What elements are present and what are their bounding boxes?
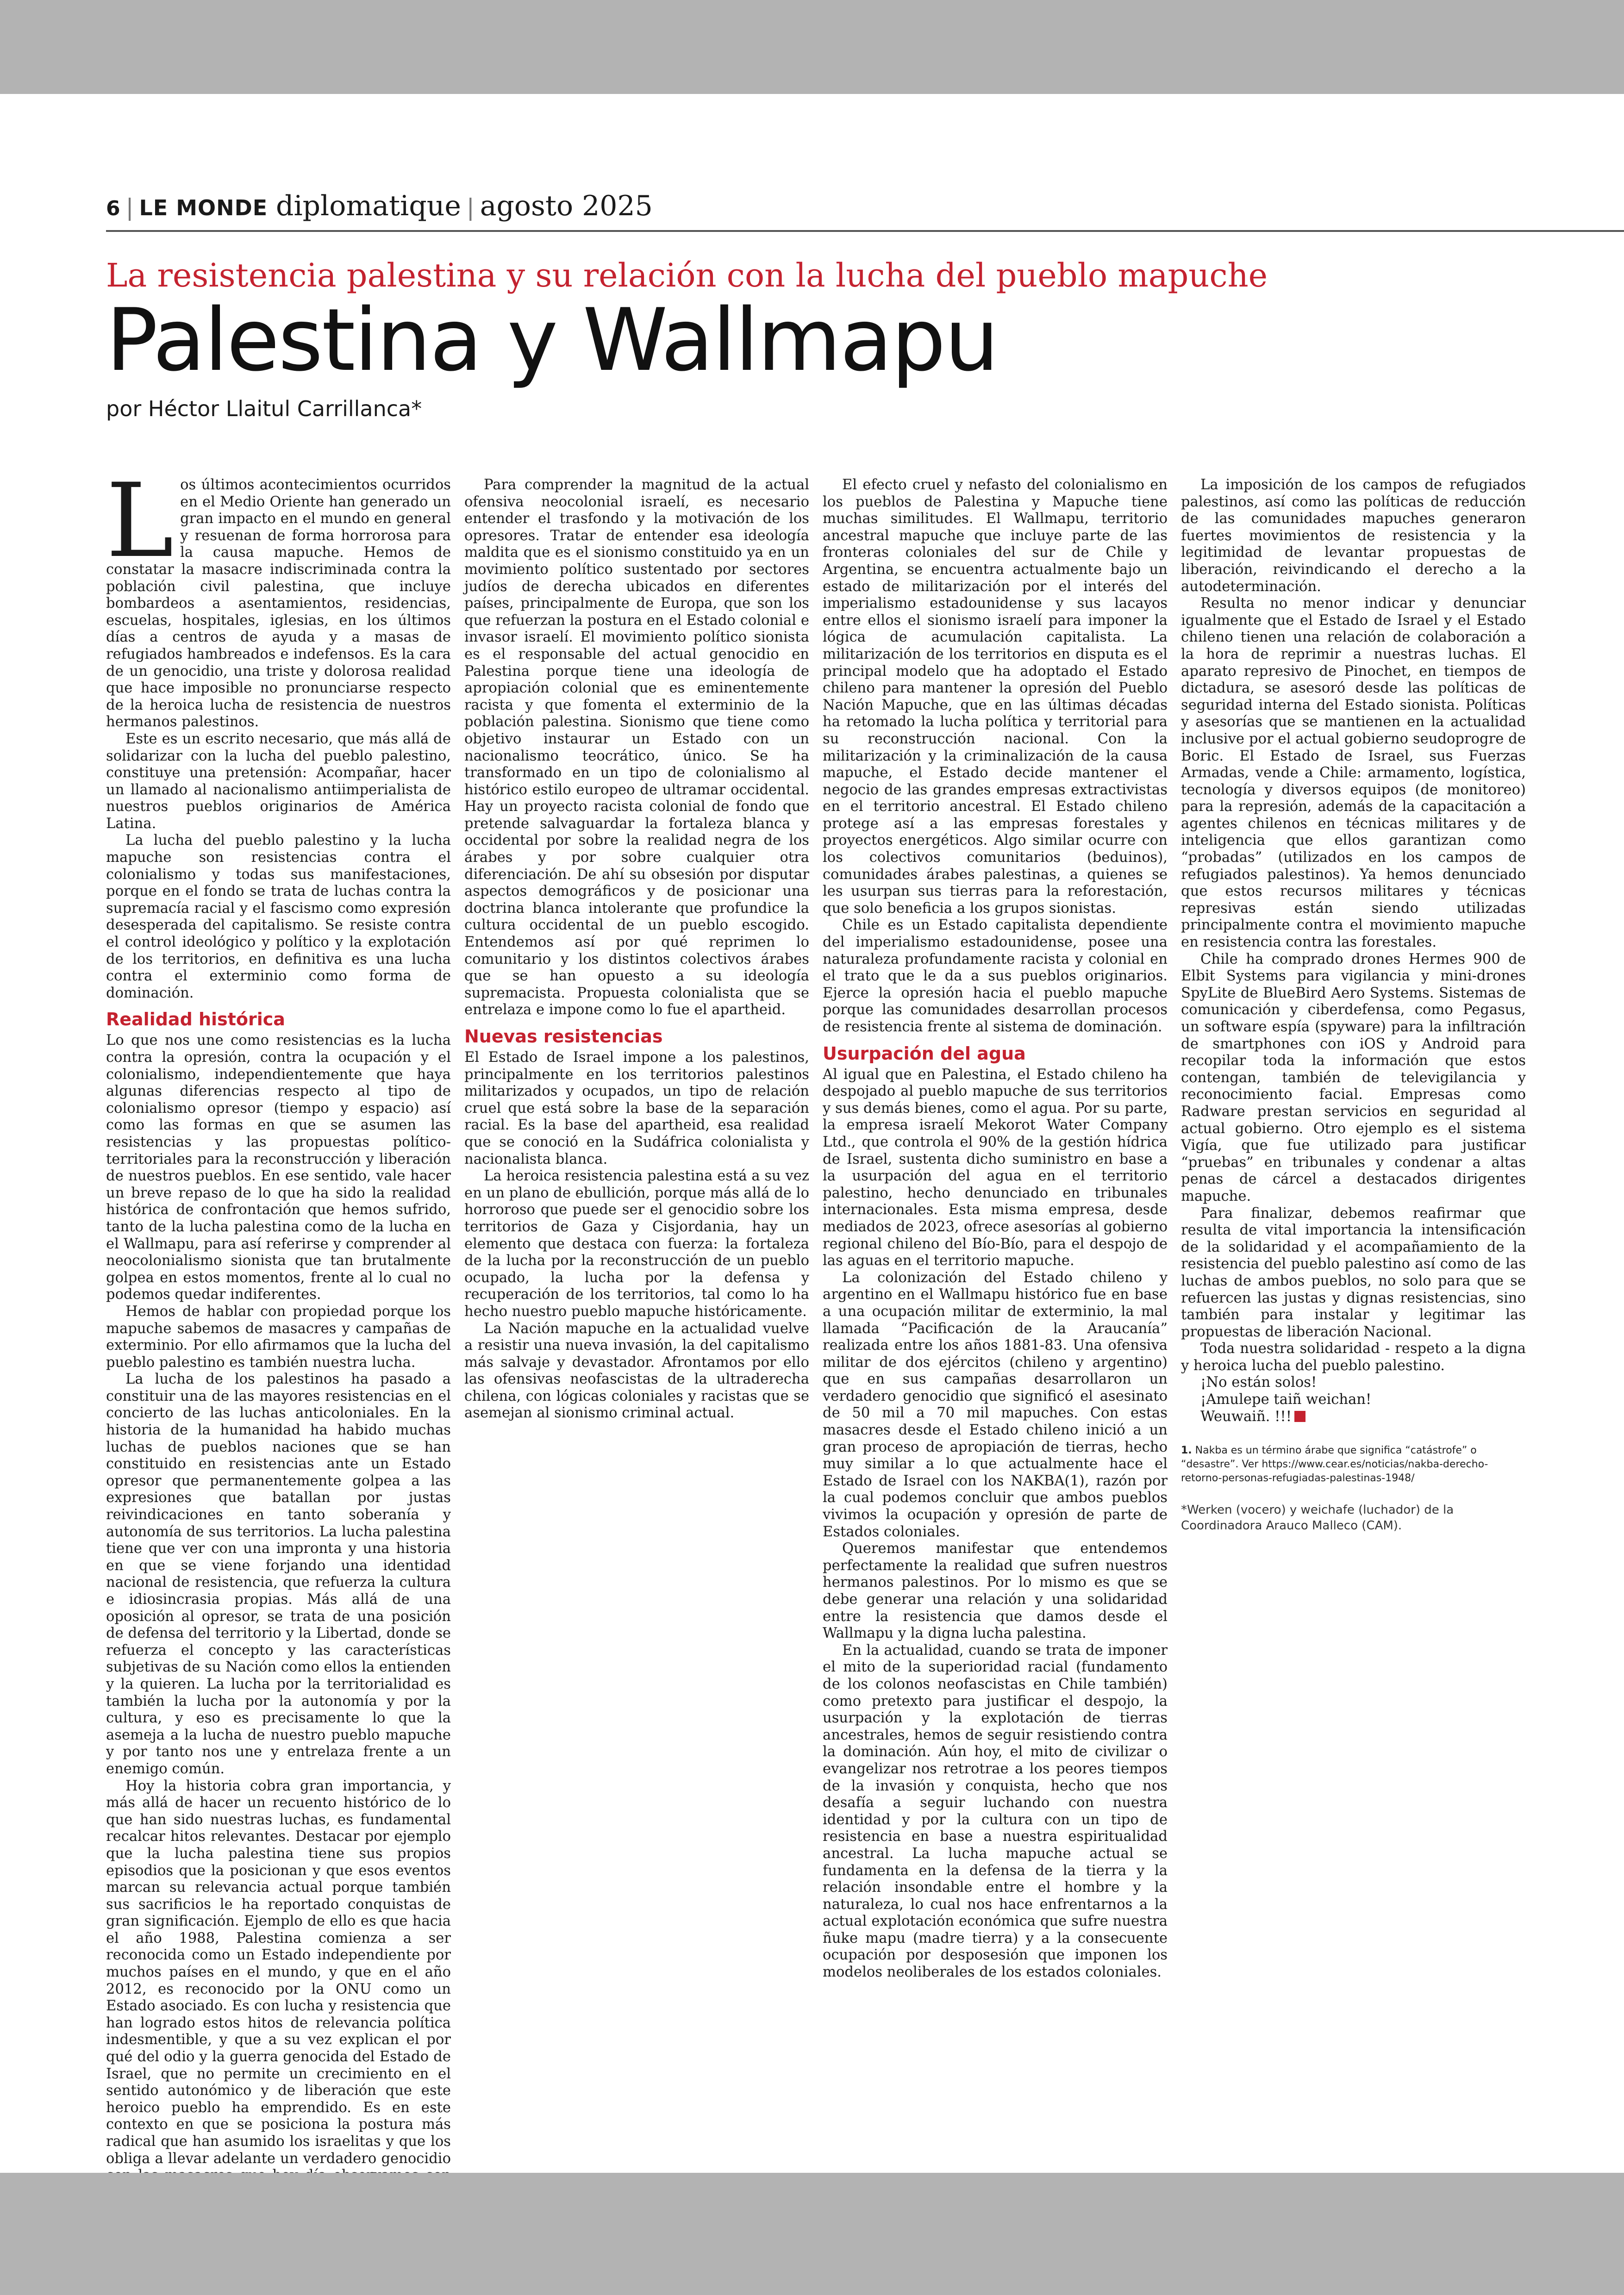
- issue-date: agosto 2025: [480, 190, 653, 222]
- footnote: [1181, 1444, 1526, 1485]
- paragraph: Queremos manifestar que entendemos perfectamente la realidad que sufren nuestros hermanos palestinos. Por lo mismo es que se debe generar una relación y una solidaridad entre la resistencia que damos desde el Wallmapu y la digna lucha palestina.: [823, 1540, 1168, 1642]
- paragraph: La colonización del Estado chileno y argentino en el Wallmapu histórico fue en base a una ocupación militar de exterminio, la mal llamada “Pacificación de la Araucanía” realizada entre los años 1881-83. Una ofensiva militar de dos ejércitos (chileno y argentino) que en sus campañas desarrollaron un verdadero genocidio que significó el asesinato de 50 mil a 70 mil mapuches. Con estas masacres desde el Estado chileno inició a un gran proceso de apropiación de tierras, hecho muy similar a lo que actualmente hace el Estado de Israel con los NAKBA(1), razón por la cual podemos concluir que ambos pueblos vivimos la ocupación y opresión de parte de Estados coloniales.: [823, 1269, 1168, 1540]
- drop-cap: L: [106, 461, 174, 580]
- header-separator: |: [466, 194, 475, 221]
- footnote-text: Nakba es un término árabe que significa “catástrofe” o “desastre”. Ver https://www.cear.es/noticias/nakba-derecho-retorno-personas-refugiadas-palestinas-1948/: [1181, 1445, 1488, 1484]
- paragraph: Hoy la historia cobra gran importancia, y más allá de hacer un recuento histórico de lo que han sido nuestras luchas, es fundamental recalcar hitos relevantes. Destacar por ejemplo que la lucha palestina tiene sus propios episodios que la posicionan y que esos eventos marcan su relevancia actual porque también sus sacrificios le ha reportado conquistas de gran significación. Ejemplo de ello es que hacia el año 1988, Palestina comienza a ser reconocida como un Estado independiente por muchos países en el mundo, y que en el año 2012, es reconocido por la ONU como un Estado asociado. Es con lucha y resistencia que han logrado estos hitos de relevancia política indesmentible, y que a su vez explican el por qué del odio y la guerra genocida del Estado de Israel, que no permite un crecimiento en el sentido autonómico y de liberación que este heroico pueblo ha emprendido. Es en este contexto en que se posiciona la postura más radical que han asumido los israelitas y que los obliga a llevar adelante un verdadero genocidio: [106, 1777, 451, 2167]
- header-separator: |: [125, 194, 134, 221]
- brand-name: LE MONDE: [139, 195, 268, 220]
- bottom-gray-band: [0, 2173, 1624, 2295]
- paragraph: [106, 461, 451, 731]
- magazine-name: diplomatique: [276, 190, 461, 222]
- article-kicker: La resistencia palestina y su relación con la lucha del pueblo mapuche: [106, 256, 1268, 294]
- paragraph: La lucha del pueblo palestino y la lucha mapuche son resistencias contra el colonialismo y todas sus manifestaciones, porque en el fondo se trata de luchas contra la supremacía racial y el fascismo como expresión desesperada del capitalismo. Se resiste contra el control ideológico y político y la explotación de los territorios, en definitiva es una lucha contra el exterminio como forma de dominación.: [106, 832, 451, 1001]
- paragraph: Chile es un Estado capitalista dependiente del imperialismo estadounidense, posee una naturaleza profundamente racista y colonial en el trato que le da a sus pueblos originarios. Ejerce la opresión hacia el pueblo mapuche porque las comunidades desarrollan procesos de resistencia frente al sistema de dominación.: [823, 917, 1168, 1035]
- section-heading: Nuevas resistencias: [464, 1026, 663, 1047]
- paragraph: La Nación mapuche en la actualidad vuelve a resistir una nueva invasión, la del capitalismo más salvaje y devastador. Afrontamos por ello las ofensivas neofascistas de la ultraderecha chilena, con lógicas coloniales y racistas que se asemejan al sionismo criminal actual.: [464, 1320, 809, 1422]
- article-title: Palestina y Wallmapu: [106, 290, 998, 390]
- paragraph: Resulta no menor indicar y denunciar igualmente que el Estado de Israel y el Estado chileno tienen una relación de colaboración a la hora de reprimir a nuestras luchas. El aparato represivo de Pinochet, en tiempos de dictadura, se asesoró desde las políticas de seguridad interna del Estado sionista. Políticas y asesorías que se mantienen en la actualidad inclusive por el actual gobierno seudoprogre de Boric. El Estado de Israel, sus Fuerzas Armadas, vende a Chile: armamento, logística, tecnología y diversos equipos (de monitoreo) para la represión, además de la capacitación a agentes chilenos en técnicas militares y de inteligencia que ellos garantizan como “probadas” (utilizados en los campos de refugiados palestinos). Ya hemos denunciado que estos recursos militares y técnicas represivas están siendo utilizadas principalmente contra el movimiento mapuche en resistencia contra las forestales.: [1181, 595, 1526, 951]
- closing-line: [1181, 1409, 1526, 1426]
- paragraph: Este es un escrito necesario, que más allá de solidarizar con la lucha del pueblo palestino, constituye una pretensión: Acompañar, hacer un llamado al nacionalismo antiimperialista de nuestros pueblos originarios de América Latina.: [106, 730, 451, 832]
- closing-line: ¡Amulepe taiñ weichan!: [1200, 1391, 1372, 1408]
- paragraph: El Estado de Israel impone a los palestinos, principalmente en los territorios palestinos militarizados y ocupados, un tipo de relación cruel que está sobre la base de la separación racial. Es la base del apartheid, esa realidad que se conoció en la Sudáfrica colonialista y nacionalista blanca.: [464, 1049, 809, 1167]
- paragraph: Hemos de hablar con propiedad porque los mapuche sabemos de masacres y campañas de exterminio. Por ello afirmamos que la lucha del pueblo palestino es también nuestra lucha.: [106, 1303, 451, 1371]
- paragraph: El efecto cruel y nefasto del colonialismo en los pueblos de Palestina y Mapuche tiene muchas similitudes. El Wallmapu, territorio ancestral mapuche que incluye parte de las fronteras coloniales del sur de Chile y Argentina, se encuentra actualmente bajo un estado de militarización por el interés del imperialismo estadounidense y sus lacayos entre ellos el sionismo israelí para imponer la lógica de acumulación capitalista. La militarización de los territorios en disputa es el principal modelo que ha adoptado el Estado chileno para mantener la opresión del Pueblo Nación Mapuche, que en las últimas décadas ha retomado la lucha política y territorial para su reconstrucción nacional. Con la militarización y la criminalización de la causa mapuche, el Estado decide mantener el negocio de las grandes empresas extractivistas en el territorio ancestral. El Estado chileno protege así a las empresas forestales y proyectos energéticos. Algo similar ocurre con los colectivos comunitarios (beduinos), comunidades árabes palestinas, a quienes se les usurpan sus tierras para la reforestación, que solo beneficia a los grupos sionistas.: [823, 477, 1168, 917]
- section-heading: Usurpación del agua: [823, 1043, 1026, 1064]
- paragraph: Toda nuestra solidaridad - respeto a la digna y heroica lucha del pueblo palestino.: [1181, 1341, 1526, 1374]
- column-3: [823, 477, 1168, 1981]
- article-byline: por Héctor Llaitul Carrillanca*: [106, 396, 422, 421]
- author-note: *Werken (vocero) y weichafe (luchador) de la Coordinadora Arauco Malleco (CAM).: [1181, 1503, 1454, 1533]
- paragraph: La imposición de los campos de refugiados palestinos, así como las políticas de reducción de las comunidades mapuches generaron fuertes movimientos de resistencia y la legitimidad de levantar propuestas de liberación, reivindicando el derecho a la autodeterminación.: [1181, 477, 1526, 595]
- paragraph: Chile ha comprado drones Hermes 900 de Elbit Systems para vigilancia y mini-drones SpyLite de BlueBird Aero Systems. Sistemas de comunicación y ciberdefensa, como Pegasus, un software espía (spyware) para la infiltración de smartphones con iOS y Android para recopilar toda la información que estos contengan, también de televigilancia y reconocimiento facial. Empresas como Radware prestan servicios en seguridad al actual gobierno. Otro ejemplo es el sistema Vigía, que fue utilizado para justificar “pruebas” en tribunales y condenar a altas penas de cárcel a destacados dirigentes mapuche.: [1181, 951, 1526, 1204]
- paragraph: Para finalizar, debemos reafirmar que resulta de vital importancia la intensificación de la solidaridad y el acompañamiento de la resistencia del pueblo palestino así como de las luchas de ambos pueblos, no solo para que se refuercen las justas y dignas resistencias, sino también para instalar y legitimar las propuestas de liberación Nacional.: [1181, 1205, 1526, 1340]
- paragraph: La lucha de los palestinos ha pasado a constituir una de las mayores resistencias en el concierto de las luchas anticoloniales. En la historia de la humanidad ha habido muchas luchas de pueblos naciones que se han constituido en resistencias ante un Estado opresor que permanentemente golpea a las expresiones que batallan por justas reivindicaciones en tanto soberanía y autonomía de sus territorios. La lucha palestina tiene que ver con una impronta y una historia en que se viene forjando una identidad nacional de resistencia, que refuerza la cultura e idiosincrasia propias. Más allá de una oposición al opresor, se trata de una posición de defensa del territorio y la Libertad, donde se refuerza el concepto y las características subjetivas de su Nación como ellos la entienden y la quieren. La lucha por la territorialidad es también la lucha por la autonomía y por la cultura, y eso es precisamente lo que la asemeja a la lucha de nuestro pueblo mapuche y por tanto nos une y entrelaza frente a un enemigo común.: [106, 1371, 451, 1777]
- paragraph: Lo que nos une como resistencias es la lucha contra la opresión, contra la ocupación y el colonialismo, independientemente que haya algunas diferencias respecto al tipo de colonialismo opresor (tiempo y espacio) así como las formas en que se asumen las resistencias y las propuestas político-territoriales para la reconstrucción y liberación de nuestros pueblos. En ese sentido, vale hacer un breve repaso de lo que ha sido la realidad histórica de confrontación que hemos sufrido, tanto de la lucha palestina como de la lucha en el Wallmapu, para así referirse y comprender al neocolonialismo sionista que tan brutalmente golpea en estos momentos, frente al lo cual no podemos quedar indiferentes.: [106, 1032, 451, 1303]
- paragraph: La heroica resistencia palestina está a su vez en un plano de ebullición, porque más allá de lo horroroso que puede ser el genocidio sobre los territorios de Gaza y Cisjordania, hay un elemento que destaca con fuerza: la fortaleza de la lucha por la reconstrucción de un pueblo ocupado, la lucha por la defensa y recuperación de los territorios, tal como lo ha hecho nuestro pueblo mapuche históricamente.: [464, 1168, 809, 1320]
- end-mark-icon: [1294, 1411, 1305, 1422]
- closing-line: ¡No están solos!: [1200, 1374, 1317, 1391]
- paragraph: Para comprender la magnitud de la actual ofensiva neocolonial israelí, es necesario entender el trasfondo y la motivación de los opresores. Tratar de entender esa ideología maldita que es el sionismo constituido ya en un movimiento político sustentado por sectores judíos de derecha ubicados en diferentes países, principalmente de Europa, que son los que refuerzan la postura en el Estado colonial e invasor israelí. El movimiento político sionista es el responsable del actual genocidio en Palestina porque tiene una ideología de apropiación colonial que es eminentemente racista y que fomenta el exterminio de la población palestina. Sionismo que tiene como objetivo instaurar un Estado con un nacionalismo teocrático, único. Se ha transformado en un tipo de colonialismo al histórico estilo europeo de ultramar occidental. Hay un proyecto racista colonial de fondo que pretende salvaguardar la fortaleza blanca y occidental por sobre la realidad negra de los árabes y por sobre cualquier otra diferenciación. De ahí su obsesión por disputar aspectos demográficos y de posicionar una doctrina blanca intolerante que profundice la cultura occidental de un pueblo escogido. Entendemos así por qué reprimen lo comunitario y los distintos colectivos árabes que se han opuesto a su ideología supremacista. Propuesta colonialista que se entrelaza e impone como lo fue el apartheid.: [464, 477, 809, 1018]
- footnote-number: 1.: [1181, 1445, 1192, 1457]
- paragraph: En la actualidad, cuando se trata de imponer el mito de la superioridad racial (fundamento de los colonos neofascistas en Chile también) como pretexto para justificar el despojo, la usurpación y la explotación de tierras ancestrales, hemos de seguir resistiendo contra la dominación. Aún hoy, el mito de civilizar o evangelizar nos retrotrae a los peores tiempos de la invasión y conquista, hecho que nos desafía a seguir luchando con nuestra identidad y por la cultura con un tipo de resistencia en base a nuestra espiritualidad ancestral. La lucha mapuche actual se fundamenta en la defensa de la tierra y la relación insondable entre el hombre y la naturaleza, lo cual nos hace enfrentarnos a la actual explotación económica que sufre nuestra ñuke mapu (madre tierra) y a la consecuente ocupación por desposesión que imponen los modelos neoliberales de los estados coloniales.: [823, 1642, 1168, 1981]
- column-4: [1181, 477, 1526, 1534]
- page-number: 6: [106, 197, 120, 220]
- paragraph-text: os últimos acontecimientos ocurridos en el Medio Oriente han generado un gran impacto en el mundo en general y resuenan de forma horrorosa para la causa mapuche. Hemos de constatar la masacre indiscriminada contra la población civil palestina, que incluye bombardeos a asentamientos, residencias, escuelas, hospitales, iglesias, en los últimos días a centros de ayuda y a masas de refugiados hambreados e indefensos. Es la cara de un genocidio, una triste y dolorosa realidad que hace imposible no pronunciarse respecto de la heroica lucha de resistencia de nuestros hermanos palestinos.: [106, 477, 451, 730]
- section-heading: Realidad histórica: [106, 1009, 285, 1030]
- closing-text: Weuwaiñ. !!!: [1200, 1408, 1292, 1425]
- column-1: [106, 461, 451, 2201]
- paragraph: Al igual que en Palestina, el Estado chileno ha despojado al pueblo mapuche de sus territorios y sus demás bienes, como el agua. Por su parte, la empresa israelí Mekorot Water Company Ltd., que controla el 90% de la gestión hídrica de Israel, sustenta dicho suministro en base a la usurpación del agua en el territorio palestino, hecho denunciado en tribunales internacionales. Esta misma empresa, desde mediados de 2023, ofrece asesorías al gobierno regional chileno del Bío-Bío, para el despojo de las aguas en el territorio mapuche.: [823, 1066, 1168, 1269]
- top-gray-band: [0, 0, 1624, 94]
- page-header: [106, 187, 1624, 232]
- column-2: [464, 477, 809, 1422]
